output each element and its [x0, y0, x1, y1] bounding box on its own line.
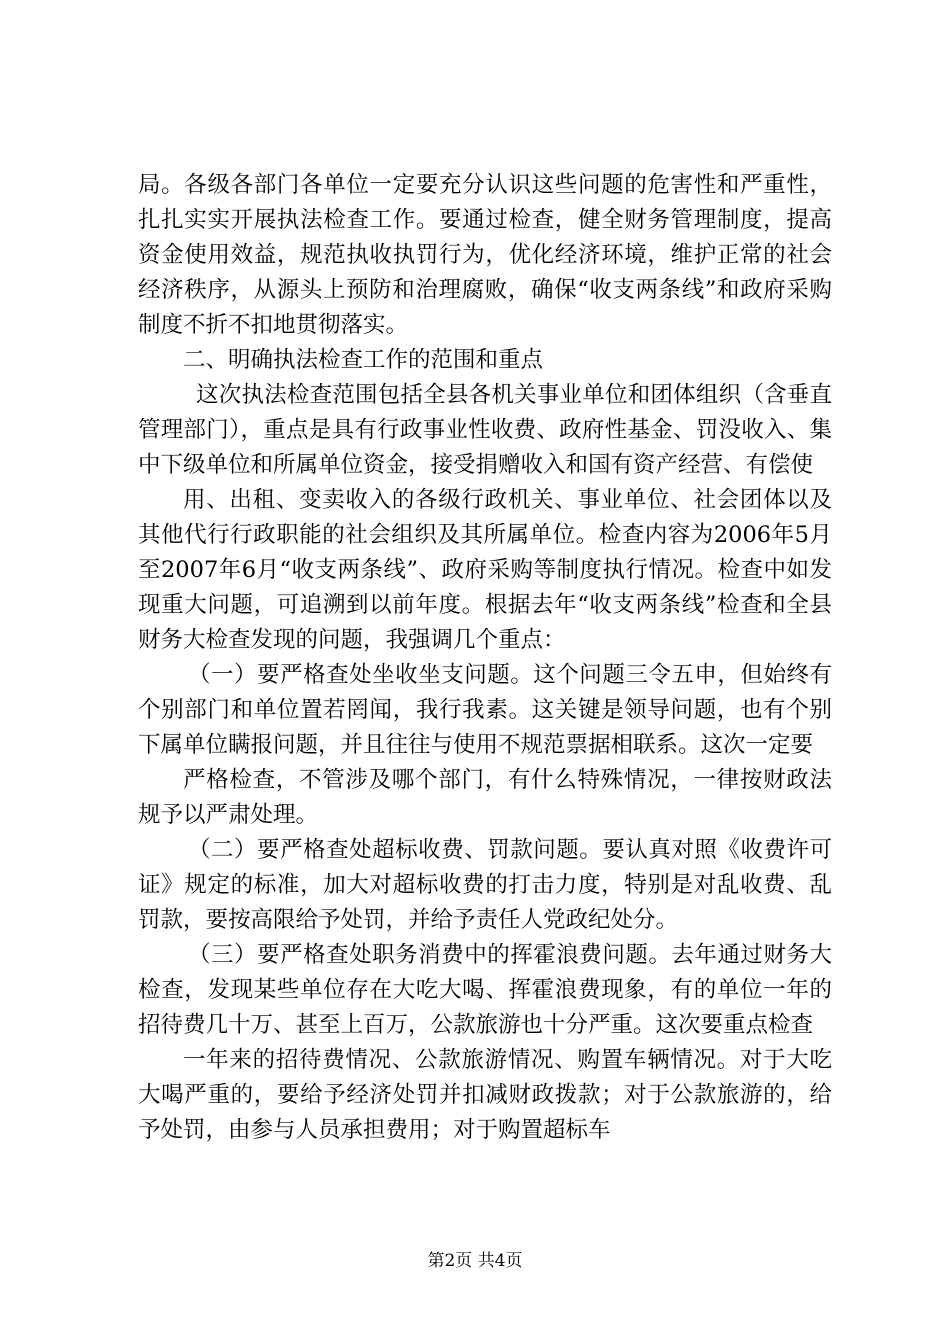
- paragraph-5: （一）要严格查处坐收坐支问题。这个问题三令五申，但始终有个别部门和单位置若罔闻，我行我素。这关键是领导问题，也有个别下属单位瞒报问题，并且往往与使用不规范票据相联系。这次一定要: [138, 662, 832, 758]
- paragraph-8: （三）要严格查处职务消费中的挥霍浪费问题。去年通过财务大检查，发现某些单位存在大吃大喝、挥霍浪费现象，有的单位一年的招待费几十万、甚至上百万，公款旅游也十分严重。这次要重点检查: [138, 942, 832, 1038]
- document-body: [138, 168, 832, 1148]
- paragraph-6: 严格检查，不管涉及哪个部门，有什么特殊情况，一律按财政法规予以严肃处理。: [138, 767, 832, 828]
- paragraph-3: 这次执法检查范围包括全县各机关事业单位和团体组织（含垂直管理部门），重点是具有行政事业性收费、政府性基金、罚没收入、集中下级单位和所属单位资金，接受捐赠收入和国有资产经营、有偿使: [138, 382, 832, 478]
- paragraph-9: 一年来的招待费情况、公款旅游情况、购置车辆情况。对于大吃大喝严重的，要给予经济处罚并扣减财政拨款；对于公款旅游的，给予处罚，由参与人员承担费用；对于购置超标车: [138, 1047, 832, 1143]
- paragraph-4: 用、出租、变卖收入的各级行政机关、事业单位、社会团体以及其他代行行政职能的社会组织及其所属单位。检查内容为2006年5月至2007年6月“收支两条线”、政府采购等制度执行情况。检查中如发现重大问题，可追溯到以前年度。根据去年“收支两条线”检查和全县财务大检查发现的问题，我强调几个重点：: [138, 487, 832, 653]
- page-number-footer: 第2页 共4页: [427, 1251, 523, 1271]
- section-heading: 二、明确执法检查工作的范围和重点: [183, 347, 544, 373]
- paragraph-7: （二）要严格查处超标收费、罚款问题。要认真对照《收费许可证》规定的标准，加大对超标收费的打击力度，特别是对乱收费、乱罚款，要按高限给予处罚，并给予责任人党政纪处分。: [138, 837, 832, 933]
- paragraph-1: 局。各级各部门各单位一定要充分认识这些问题的危害性和严重性，扎扎实实开展执法检查工作。要通过检查，健全财务管理制度，提高资金使用效益，规范执收执罚行为，优化经济环境，维护正常的社会经济秩序，从源头上预防和治理腐败，确保“收支两条线”和政府采购制度不折不扣地贯彻落实。: [138, 172, 832, 338]
